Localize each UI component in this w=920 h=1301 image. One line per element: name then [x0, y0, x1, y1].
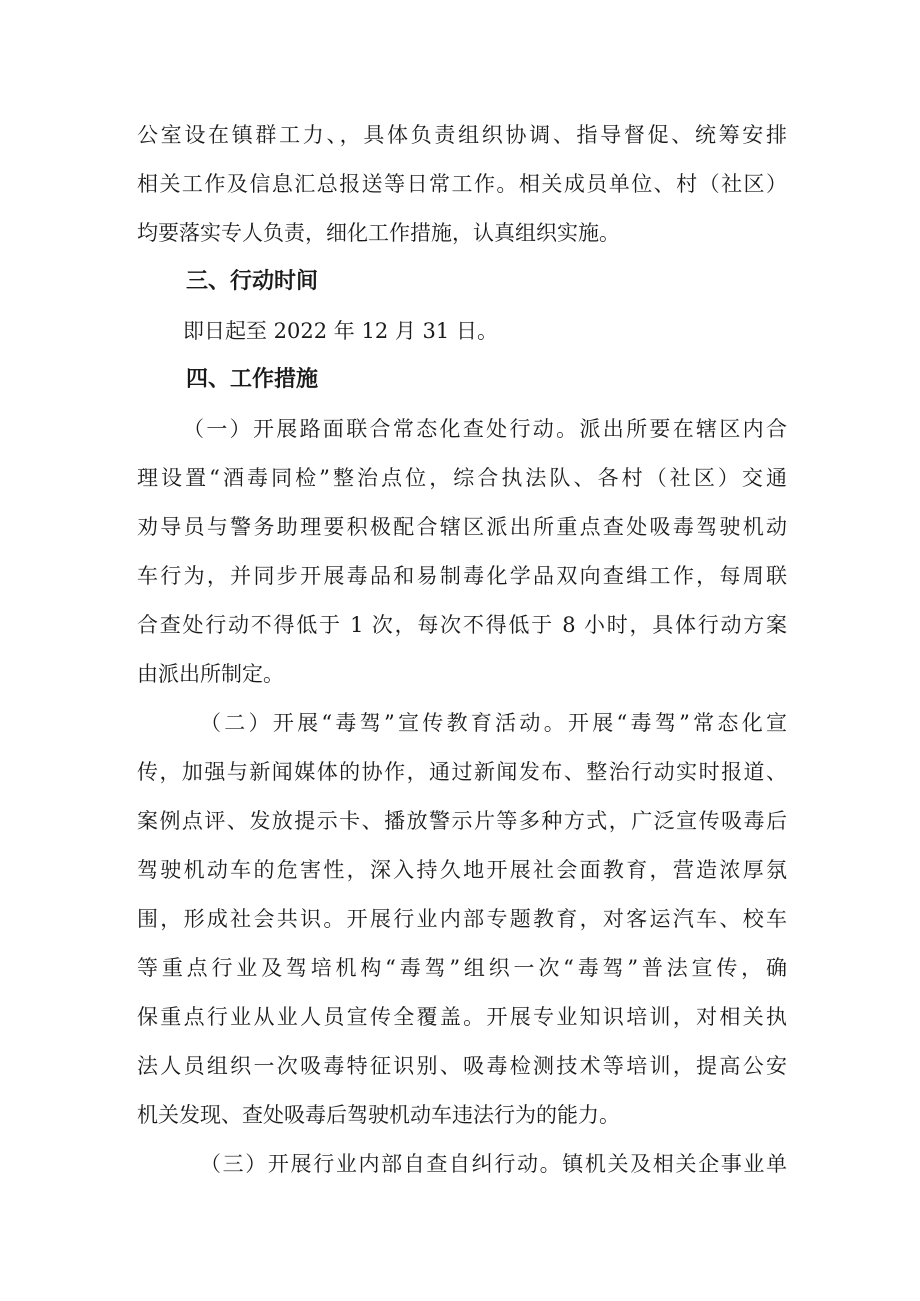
section-heading-action-time: 三、行动时间 — [186, 269, 319, 294]
paragraph-line: 均要落实专人负责，细化工作措施，认真组织实施。 — [137, 221, 620, 245]
paragraph-line: 合查处行动不得低于 1 次，每次不得低于 8 小时，具体行动方案 — [137, 613, 787, 637]
paragraph-line: （一）开展路面联合常态化查处行动。派出所要在辖区内合 — [183, 417, 787, 441]
paragraph-line: 等重点行业及驾培机构“毒驾”组织一次“毒驾”普法宣传，确 — [137, 956, 787, 980]
paragraph-line: 理设置“酒毒同检”整治点位，综合执法队、各村（社区）交通 — [137, 466, 787, 490]
paragraph-line: 相关工作及信息汇总报送等日常工作。相关成员单位、村（社区） — [137, 172, 787, 196]
paragraph-line: 法人员组织一次吸毒特征识别、吸毒检测技术等培训，提高公安 — [137, 1054, 787, 1078]
paragraph-line: 公室设在镇群工力、，具体负责组织协调、指导督促、统筹安排 — [137, 123, 787, 147]
paragraph-line: 车行为，并同步开展毒品和易制毒化学品双向查缉工作，每周联 — [137, 564, 787, 588]
section-heading-work-measures: 四、工作措施 — [186, 367, 319, 392]
paragraph-line: 保重点行业从业人员宣传全覆盖。开展专业知识培训，对相关执 — [137, 1005, 787, 1029]
paragraph-line: （三）开展行业内部自查自纠行动。镇机关及相关企事业单 — [200, 1152, 787, 1176]
paragraph-line: 劝导员与警务助理要积极配合辖区派出所重点查处吸毒驾驶机动 — [137, 515, 787, 539]
paragraph-line: 机关发现、查处吸毒后驾驶机动车违法行为的能力。 — [137, 1103, 620, 1127]
paragraph-line: 案例点评、发放提示卡、播放警示片等多种方式，广泛宣传吸毒后 — [137, 809, 787, 833]
paragraph-line: 由派出所制定。 — [137, 662, 284, 686]
paragraph-line: 驾驶机动车的危害性，深入持久地开展社会面教育，营造浓厚氛 — [137, 858, 787, 882]
paragraph-line: 传，加强与新闻媒体的协作，通过新闻发布、整治行动实时报道、 — [137, 760, 787, 784]
paragraph-line: 即日起至 2022 年 12 月 31 日。 — [183, 319, 498, 343]
paragraph-line: （二）开展“毒驾”宣传教育活动。开展“毒驾”常态化宣 — [200, 711, 787, 735]
paragraph-line: 围，形成社会共识。开展行业内部专题教育，对客运汽车、校车 — [137, 907, 787, 931]
